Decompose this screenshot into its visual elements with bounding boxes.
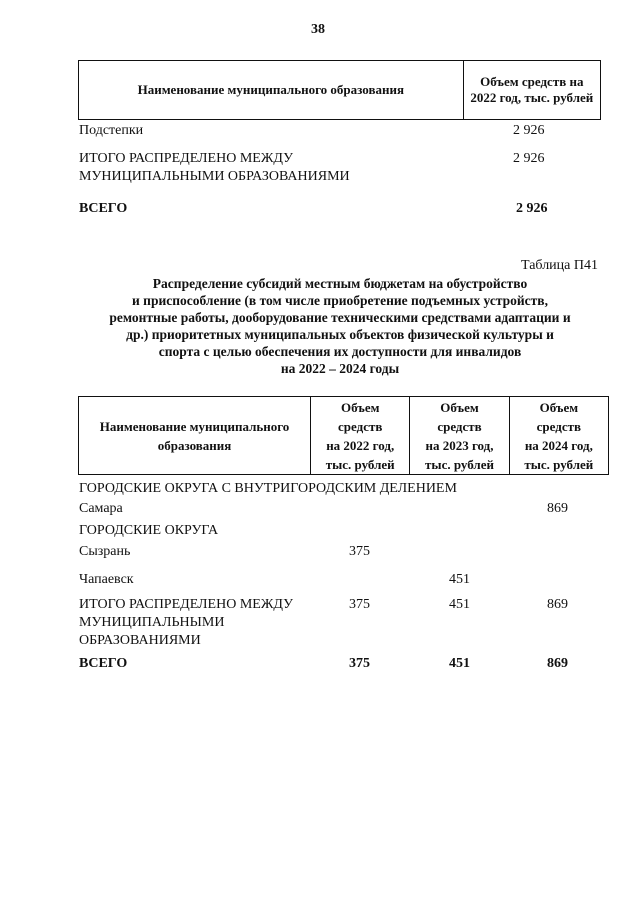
header-line: средств bbox=[536, 418, 581, 434]
table1-grand-total-2022: 2 926 bbox=[516, 201, 548, 216]
header-line: тыс. рублей bbox=[325, 456, 395, 472]
row-grand-total-2023: 451 bbox=[449, 656, 470, 671]
table1-total-distributed-line2: МУНИЦИПАЛЬНЫМИ ОБРАЗОВАНИЯМИ bbox=[79, 169, 350, 184]
table-title-line: Распределение субсидий местным бюджетам на обустройство bbox=[152, 276, 528, 291]
row-grand-total-name: ВСЕГО bbox=[79, 656, 128, 671]
row-samara-2024: 869 bbox=[547, 501, 568, 516]
table1-grand-total-name: ВСЕГО bbox=[79, 201, 128, 216]
header-line: на 2023 год, bbox=[425, 437, 494, 453]
table2-header-name bbox=[79, 397, 311, 475]
header-line: тыс. рублей bbox=[425, 456, 494, 472]
page-number: 38 bbox=[311, 22, 325, 37]
header-line: средств bbox=[437, 418, 482, 434]
table-title bbox=[70, 275, 610, 377]
table2-header-2024 bbox=[509, 397, 608, 475]
row-syzran-2022: 375 bbox=[349, 544, 370, 559]
table-title-line: и приспособление (в том числе приобретение подъемных устройств, bbox=[132, 293, 548, 308]
row-chapaevsk-name: Чапаевск bbox=[79, 572, 134, 587]
table-title-line: др.) приоритетных муниципальных объектов физической культуры и bbox=[126, 327, 554, 342]
row-total-distributed-2023: 451 bbox=[449, 597, 470, 612]
table2-header-2023 bbox=[410, 397, 509, 475]
table1-header-name: Наименование муниципального образования bbox=[79, 61, 464, 120]
row-total-distributed-line2: МУНИЦИПАЛЬНЫМИ bbox=[79, 615, 225, 630]
table-caption: Таблица П41 bbox=[521, 258, 598, 273]
row-total-distributed-line3: ОБРАЗОВАНИЯМИ bbox=[79, 633, 201, 648]
row-total-distributed-2024: 869 bbox=[547, 597, 568, 612]
table1-header-2022: Объем средств на 2022 год, тыс. рублей bbox=[463, 61, 600, 120]
section-urban-districts: ГОРОДСКИЕ ОКРУГА bbox=[79, 523, 219, 538]
row-total-distributed-2022: 375 bbox=[349, 597, 370, 612]
row-total-distributed-line1: ИТОГО РАСПРЕДЕЛЕНО МЕЖДУ bbox=[79, 597, 293, 612]
row-grand-total-2022: 375 bbox=[349, 656, 370, 671]
row-chapaevsk-2023: 451 bbox=[449, 572, 470, 587]
table1-header bbox=[78, 60, 601, 120]
table-title-line: спорта с целью обеспечения их доступности для инвалидов bbox=[158, 344, 522, 359]
header-line: образования bbox=[157, 437, 232, 453]
header-line: средств bbox=[338, 418, 383, 434]
row-samara-name: Самара bbox=[79, 501, 123, 516]
section-urban-districts-with-division: ГОРОДСКИЕ ОКРУГА С ВНУТРИГОРОДСКИМ ДЕЛЕНИЕМ bbox=[79, 481, 457, 496]
header-line: Наименование муниципального bbox=[99, 418, 290, 434]
row-grand-total-2024: 869 bbox=[547, 656, 568, 671]
row-syzran-name: Сызрань bbox=[79, 544, 131, 559]
header-line: Объем bbox=[539, 399, 579, 415]
table2-header-2022 bbox=[311, 397, 410, 475]
table2-header bbox=[78, 396, 609, 475]
header-line: на 2024 год, bbox=[524, 437, 593, 453]
header-line: тыс. рублей bbox=[524, 456, 594, 472]
table1-row-podstepki-name: Подстепки bbox=[79, 123, 144, 138]
table-title-line: на 2022 – 2024 годы bbox=[280, 361, 400, 376]
header-line: Объем bbox=[440, 399, 479, 415]
table1-total-distributed-line1: ИТОГО РАСПРЕДЕЛЕНО МЕЖДУ bbox=[79, 151, 293, 166]
header-line: на 2022 год, bbox=[326, 437, 395, 453]
table1-row-podstepki-2022: 2 926 bbox=[513, 123, 545, 138]
header-line: Объем bbox=[340, 399, 380, 415]
table1-total-distributed-2022: 2 926 bbox=[513, 151, 545, 166]
table-title-line: ремонтные работы, дооборудование техническими средствами адаптации и bbox=[109, 310, 571, 325]
